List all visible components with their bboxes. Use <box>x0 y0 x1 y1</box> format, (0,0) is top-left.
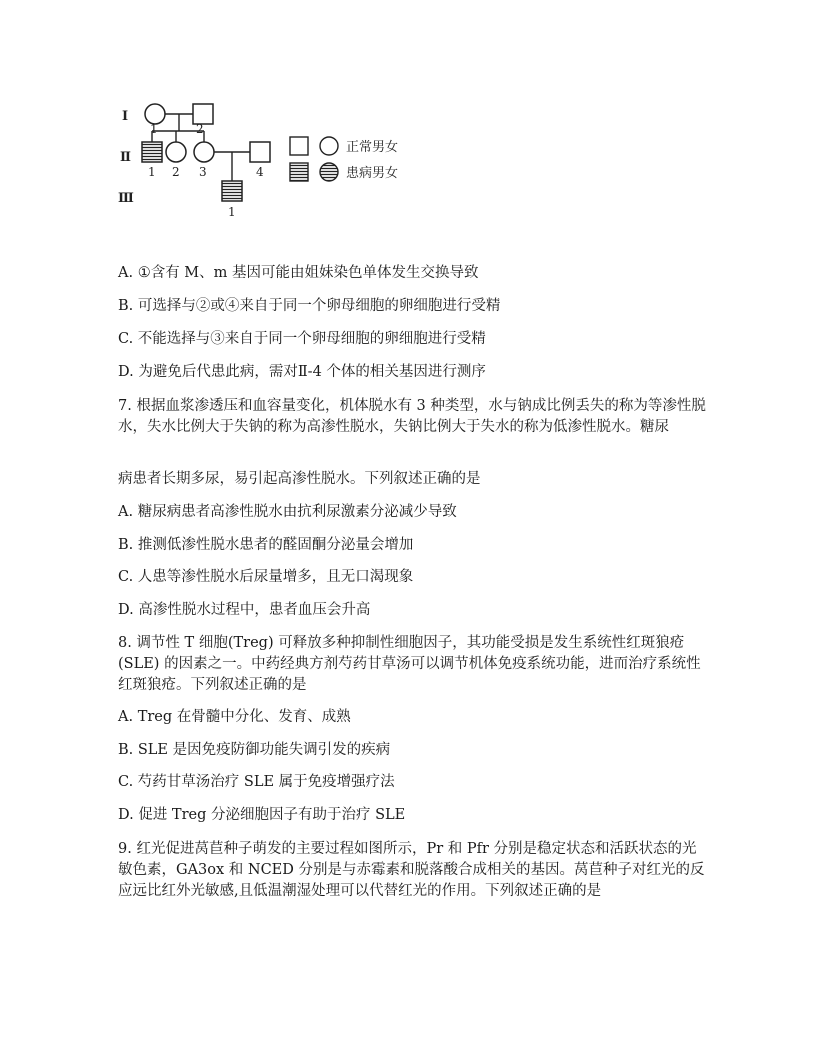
q7-option-b: B. 推测低渗性脱水患者的醛固酮分泌量会增加 <box>118 537 414 553</box>
gen2-label-2: 2 <box>172 165 180 179</box>
gen3-male-affected <box>222 181 242 201</box>
legend-female-affected-icon <box>320 163 338 181</box>
legend-male-normal-icon <box>290 137 308 155</box>
q7-stem-continued: 病患者长期多尿，易引起高渗性脱水。下列叙述正确的是 <box>118 471 481 487</box>
legend-affected-label: 患病男女 <box>346 166 399 181</box>
gen2-label-4: 4 <box>256 165 264 179</box>
gen2-female-normal-3 <box>194 142 214 162</box>
gen1-male-normal <box>193 104 213 124</box>
q8-option-a: A. Treg 在骨髓中分化、发育、成熟 <box>118 709 351 725</box>
q7-option-a: A. 糖尿病患者高渗性脱水由抗利尿激素分泌减少导致 <box>118 504 457 520</box>
generation-label-II: Ⅱ <box>120 150 131 165</box>
gen1-label-2: 2 <box>196 122 204 136</box>
q7-option-c: C. 人患等渗性脱水后尿量增多，且无口渴现象 <box>118 569 414 585</box>
q8-option-c: C. 芍药甘草汤治疗 SLE 属于免疫增强疗法 <box>118 774 395 790</box>
legend-female-normal-icon <box>320 137 338 155</box>
gen2-male-normal-4 <box>250 142 270 162</box>
q6-option-a: A. ①含有 M、m 基因可能由姐妹染色单体发生交换导致 <box>118 265 479 281</box>
pedigree-chart <box>110 95 430 225</box>
q8-option-d: D. 促进 Treg 分泌细胞因子有助于治疗 SLE <box>118 807 406 823</box>
gen2-label-3: 3 <box>199 165 207 179</box>
legend-male-affected-icon <box>290 163 308 181</box>
legend-normal-label: 正常男女 <box>346 140 399 155</box>
q7-stem: 7. 根据血浆渗透压和血容量变化，机体脱水有 3 种类型，水与钠成比例丢失的称为等渗性脱水，失水比例大于失钠的称为高渗性脱水，失钠比例大于失水的称为低渗性脱水。糖尿 <box>118 398 706 435</box>
q7-option-d: D. 高渗性脱水过程中，患者血压会升高 <box>118 602 371 618</box>
q6-option-b: B. 可选择与②或④来自于同一个卵母细胞的卵细胞进行受精 <box>118 298 501 314</box>
q9-stem: 9. 红光促进莴苣种子萌发的主要过程如图所示，Pr 和 Pfr 分别是稳定状态和活跃状态的光敏色素，GA3ox 和 NCED 分别是与赤霉素和脱落酸合成相关的基因。莴苣种子对红光的反应远比红外光敏感,且低温潮湿处理可以代替红光的作用。下列叙述正确的是 <box>118 841 705 899</box>
q6-option-d: D. 为避免后代患此病，需对Ⅱ-4 个体的相关基因进行测序 <box>118 364 486 380</box>
gen3-label-1: 1 <box>228 205 236 219</box>
gen1-label-1: 1 <box>150 122 158 136</box>
q8-stem: 8. 调节性 T 细胞(Treg) 可释放多种抑制性细胞因子，其功能受损是发生系统性红斑狼疮 (SLE) 的因素之一。中药经典方剂芍药甘草汤可以调节机体免疫系统功能，进而治疗系统性红斑狼疮。下列叙述正确的是 <box>118 635 701 693</box>
q8-option-b: B. SLE 是因免疫防御功能失调引发的疾病 <box>118 742 391 758</box>
gen1-female-normal <box>145 104 165 124</box>
generation-label-III: Ⅲ <box>118 191 134 206</box>
q6-option-c: C. 不能选择与③来自于同一个卵母细胞的卵细胞进行受精 <box>118 331 486 347</box>
gen2-male-affected <box>142 142 162 162</box>
gen2-label-1: 1 <box>148 165 156 179</box>
gen2-female-normal-2 <box>166 142 186 162</box>
generation-label-I: Ⅰ <box>122 109 129 124</box>
